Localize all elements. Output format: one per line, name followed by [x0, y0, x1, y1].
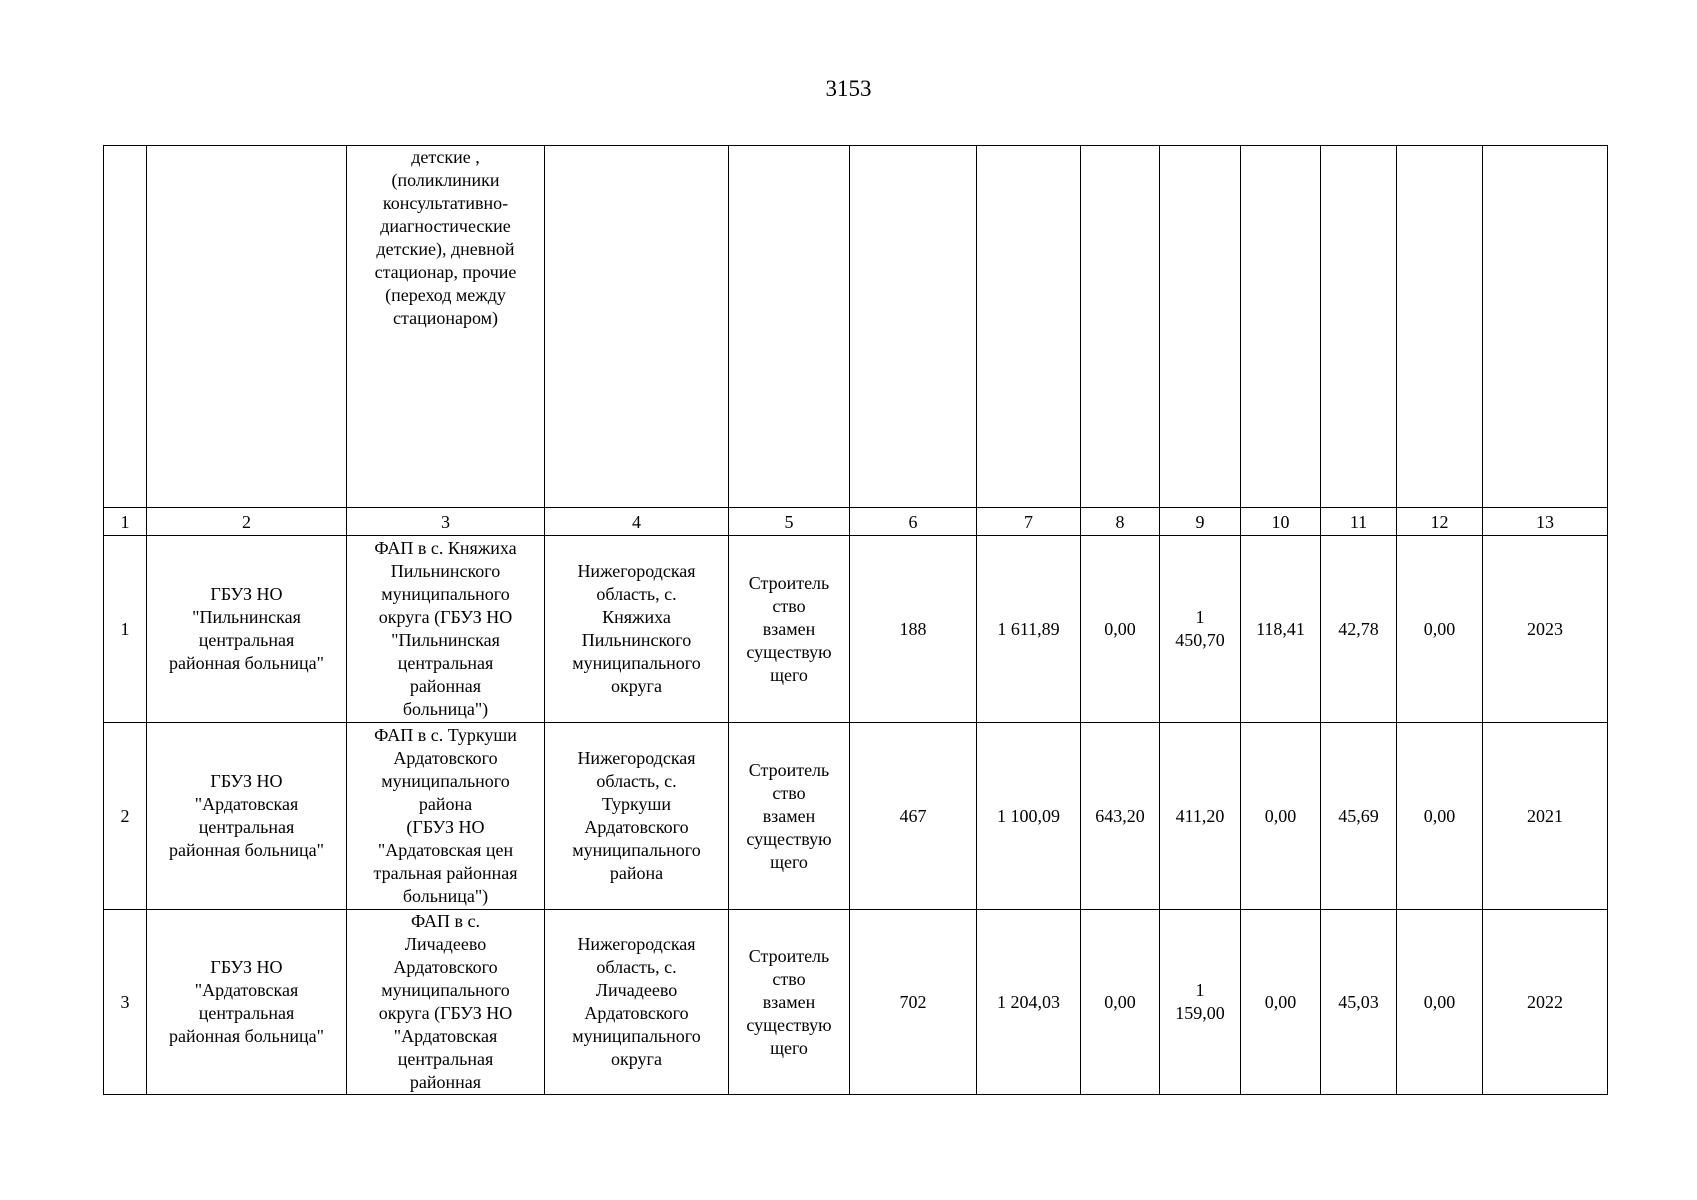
institution-cell: ГБУЗ НО "Ардатовская центральная районная больница" [147, 723, 347, 910]
value-cell: 1 450,70 [1160, 536, 1241, 723]
column-numbers-row [104, 508, 1608, 536]
cell [1241, 146, 1321, 508]
cell [545, 146, 729, 508]
institution-cell: ГБУЗ НО "Ардатовская центральная районная больница" [147, 910, 347, 1095]
address-cell: Нижегородская область, с. Личадеево Ардатовского муниципального округа [545, 910, 729, 1095]
row-number: 2 [104, 723, 147, 910]
value-cell: 0,00 [1397, 910, 1483, 1095]
value-cell: 0,00 [1397, 723, 1483, 910]
value-cell: 45,69 [1321, 723, 1397, 910]
value-cell: 702 [850, 910, 977, 1095]
cell [1321, 146, 1397, 508]
year-cell: 2022 [1483, 910, 1608, 1095]
value-cell: 118,41 [1241, 536, 1321, 723]
facilities-table [103, 145, 1608, 1095]
column-number: 11 [1321, 508, 1397, 536]
object-cell: ФАП в с. Княжиха Пильнинского муниципального округа (ГБУЗ НО "Пильнинская центральная районная больница") [347, 536, 545, 723]
column-number: 1 [104, 508, 147, 536]
address-cell: Нижегородская область, с. Туркуши Ардатовского муниципального района [545, 723, 729, 910]
continuation-row [104, 146, 1608, 508]
value-cell: 0,00 [1081, 910, 1160, 1095]
work-type-cell: Строитель ство взамен существую щего [729, 910, 850, 1095]
cell [1081, 146, 1160, 508]
value-cell: 0,00 [1241, 723, 1321, 910]
page-number: 3153 [825, 76, 872, 101]
value-cell: 1 611,89 [977, 536, 1081, 723]
value-cell: 0,00 [1081, 536, 1160, 723]
row-number: 3 [104, 910, 147, 1095]
cell [1160, 146, 1241, 508]
value-cell: 1 204,03 [977, 910, 1081, 1095]
cell [729, 146, 850, 508]
value-cell: 45,03 [1321, 910, 1397, 1095]
value-cell: 0,00 [1241, 910, 1321, 1095]
table-row [104, 723, 1608, 910]
column-number: 9 [1160, 508, 1241, 536]
column-number: 5 [729, 508, 850, 536]
value-cell: 643,20 [1081, 723, 1160, 910]
table-row [104, 536, 1608, 723]
column-number: 13 [1483, 508, 1608, 536]
value-cell: 411,20 [1160, 723, 1241, 910]
value-cell: 1 100,09 [977, 723, 1081, 910]
cell [977, 146, 1081, 508]
institution-cell: ГБУЗ НО "Пильнинская центральная районная больница" [147, 536, 347, 723]
value-cell: 188 [850, 536, 977, 723]
object-cell: ФАП в с. Туркуши Ардатовского муниципального района (ГБУЗ НО "Ардатовская цен тральная районная больница") [347, 723, 545, 910]
value-cell: 1 159,00 [1160, 910, 1241, 1095]
column-number: 4 [545, 508, 729, 536]
work-type-cell: Строитель ство взамен существую щего [729, 536, 850, 723]
column-number: 10 [1241, 508, 1321, 536]
cell [104, 146, 147, 508]
column-number: 3 [347, 508, 545, 536]
cell [1397, 146, 1483, 508]
continuation-text: детские , (поликлиники консультативно- диагностические детские), дневной стационар, прочие (переход между стационаром) [347, 146, 545, 508]
address-cell: Нижегородская область, с. Княжиха Пильнинского муниципального округа [545, 536, 729, 723]
value-cell: 0,00 [1397, 536, 1483, 723]
row-number: 1 [104, 536, 147, 723]
value-cell: 42,78 [1321, 536, 1397, 723]
table-row [104, 910, 1608, 1095]
cell [850, 146, 977, 508]
work-type-cell: Строитель ство взамен существую щего [729, 723, 850, 910]
column-number: 12 [1397, 508, 1483, 536]
year-cell: 2021 [1483, 723, 1608, 910]
column-number: 2 [147, 508, 347, 536]
year-cell: 2023 [1483, 536, 1608, 723]
cell [147, 146, 347, 508]
cell [1483, 146, 1608, 508]
object-cell: ФАП в с. Личадеево Ардатовского муниципального округа (ГБУЗ НО "Ардатовская центральная районная [347, 910, 545, 1095]
column-number: 8 [1081, 508, 1160, 536]
column-number: 7 [977, 508, 1081, 536]
column-number: 6 [850, 508, 977, 536]
value-cell: 467 [850, 723, 977, 910]
